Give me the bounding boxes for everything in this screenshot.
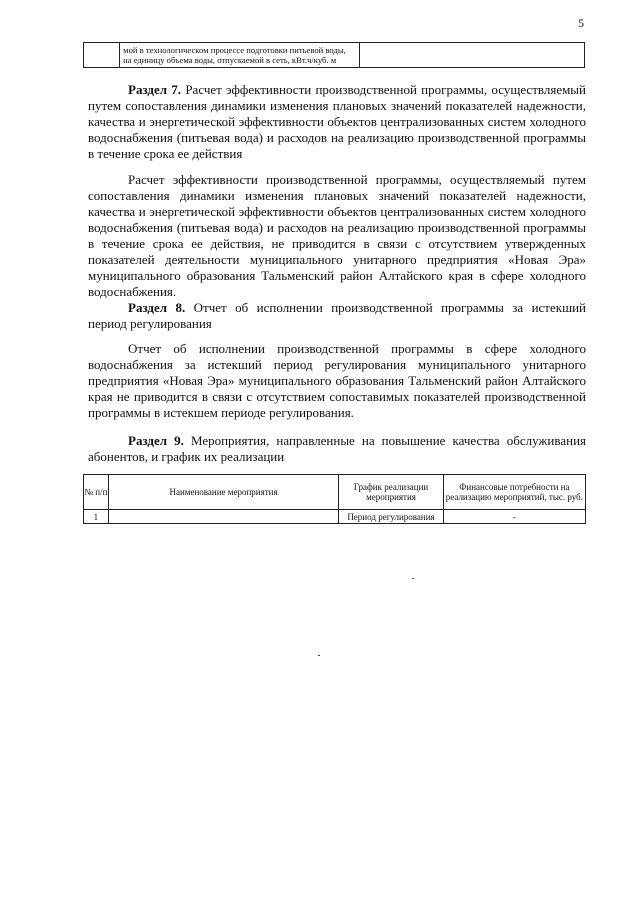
section-7-title: Расчет эффективности производственной программы, осуществляемый путем сопоставления динамики изменения плановых значений показателей надежности, качества и энергетической эффективности объектов централизованных систем холодного водоснабжения (питьевая вода) и расходов на реализацию производственной программы в течение срока ее действия — [88, 82, 587, 161]
table-row — [84, 510, 586, 524]
section-9-label: Раздел 9. — [128, 433, 184, 448]
section-8-title: Отчет об исполнении производственной программы за истекший период регулирования — [88, 300, 587, 331]
section-9-title: Мероприятия, направленные на повышение качества обслуживания абонентов, и график их реализации — [88, 433, 587, 464]
section-7-paragraph: Расчет эффективности производственной программы, осуществляемый путем сопоставления динамики изменения плановых значений показателей надежности, качества и энергетической эффективности объектов централизованных систем холодного водоснабжения (питьевая вода) и расходов на реализацию производственной программы в течение срока ее действия, не приводится в связи с отсутствием утвержденных показателей деятельности муниципального унитарного предприятия «Новая Эра» муниципального образования Тальменский район Алтайского края в сфере холодного водоснабжения. — [88, 172, 586, 299]
table-row — [84, 43, 585, 68]
table-cell: - — [443, 510, 585, 524]
scan-speck — [412, 578, 414, 579]
column-header-event-name: Наименование мероприятия — [108, 475, 338, 510]
page-number: 5 — [578, 16, 584, 30]
table-cell: 1 — [84, 510, 109, 524]
continued-indicators-table — [83, 42, 585, 68]
table-cell — [360, 43, 585, 68]
table-cell — [84, 43, 120, 68]
section-8-label: Раздел 8. — [128, 300, 186, 315]
column-header-financial-needs: Финансовые потребности на реализацию мероприятий, тыс. руб. — [443, 475, 585, 510]
scan-speck — [318, 655, 320, 656]
table-header-row — [84, 475, 586, 510]
table-cell — [108, 510, 338, 524]
column-header-number: № п/п — [84, 475, 109, 510]
section-8-heading — [88, 300, 586, 332]
events-table — [83, 474, 586, 524]
table-cell: мой в технологическом процессе подготовки питьевой воды, на единицу объема воды, отпускаемой в сеть, кВт.ч/куб. м — [120, 43, 360, 68]
section-8-paragraph: Отчет об исполнении производственной программы в сфере холодного водоснабжения за истекший период регулирования муниципального унитарного предприятия «Новая Эра» муниципального образования Тальменский район Алтайского края не приводится в связи с отсутствием сопоставимых показателей производственной программы в истекшем периоде регулирования. — [88, 341, 586, 420]
section-7-label: Раздел 7. — [128, 82, 182, 97]
section-9-heading — [88, 433, 586, 465]
section-7-heading — [88, 82, 586, 162]
column-header-schedule: График реализации мероприятия — [339, 475, 444, 510]
table-cell: Период регулирования — [339, 510, 444, 524]
